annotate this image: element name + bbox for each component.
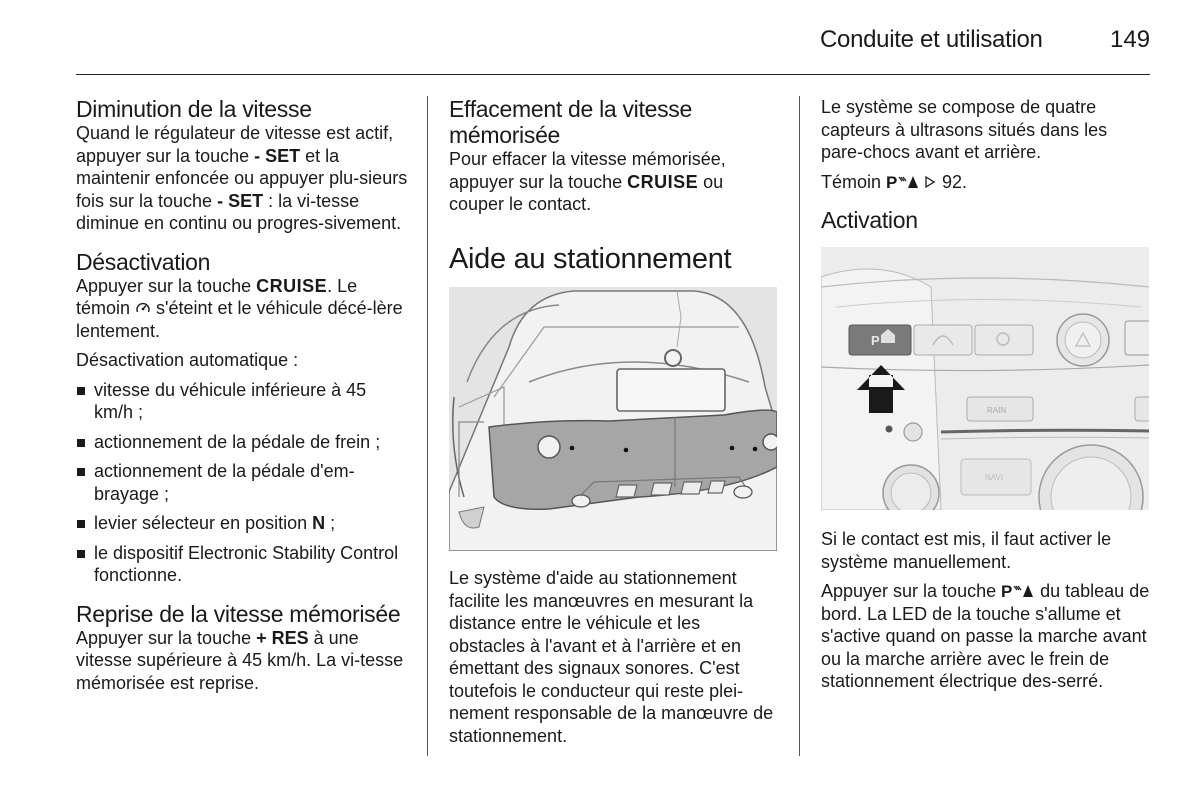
paragraph-speed-decrease: Quand le régulateur de vitesse est actif, appuyer sur la touche - SET et la maintenir enfoncée ou appuyer plu-sieurs fois sur la touche - SET : la vi-tesse diminue en continu ou progres-sivement. <box>76 123 408 233</box>
list-item: actionnement de la pédale d'em-brayage ; <box>76 460 408 505</box>
column-divider <box>799 96 800 756</box>
column-3 <box>821 96 1153 233</box>
column-3-lower <box>821 528 1153 693</box>
paragraph-manual-activation: Si le contact est mis, il faut activer le système manuellement. <box>821 529 1112 572</box>
page-number: 149 <box>1110 26 1151 53</box>
paragraph-indicator-ref: Témoin P 92. <box>821 171 968 192</box>
panel-label: RAIN <box>987 406 1007 415</box>
section-title-parking-aid: Aide au stationnement <box>449 242 732 275</box>
section-title-activation: Activation <box>821 207 918 233</box>
paragraph-clear-speed: Pour effacer la vitesse mémorisée, appuyer sur la touche CRUISE ou couper le contact. <box>449 149 726 214</box>
dashboard-button-illustration <box>821 247 1149 510</box>
column-divider <box>427 96 428 756</box>
rear-bumper-illustration <box>449 287 777 551</box>
column-2 <box>449 96 779 276</box>
paragraph-auto-deactivation: Désactivation automatique : <box>76 350 299 370</box>
section-title-clear-speed: Effacement de la vitesse mémorisée <box>449 96 692 148</box>
list-item: le dispositif Electronic Stability Control fonctionne. <box>76 542 408 587</box>
list-item: levier sélecteur en position N ; <box>76 512 408 535</box>
paragraph-system-components: Le système se compose de quatre capteurs à ultrasons situés dans les pare-chocs avant et arrière. <box>821 97 1108 162</box>
panel-label: NAVI <box>985 473 1004 482</box>
parking-aid-icon <box>1001 581 1035 601</box>
paragraph-speed-resume: Appuyer sur la touche + RES à une vitesse supérieure à 45 km/h. La vi-tesse mémorisée est reprise. <box>76 627 404 693</box>
cruise-control-indicator-icon <box>135 298 151 318</box>
section-title-deactivation: Désactivation <box>76 248 211 275</box>
column-2-lower <box>449 567 779 747</box>
svg-text:P: P <box>871 333 880 348</box>
svg-text:P: P <box>886 172 898 190</box>
header-rule <box>76 74 1150 75</box>
section-title-speed-resume: Reprise de la vitesse mémorisée <box>76 600 401 627</box>
list-item: vitesse du véhicule inférieure à 45 km/h ; <box>76 379 408 424</box>
svg-text:P: P <box>1001 582 1013 599</box>
paragraph-button-press: Appuyer sur la touche P du tableau de bord. La LED de la touche s'allume et s'active quand on passe la marche avant ou la marche arrière avec le frein de stationnement électrique des-serré. <box>821 581 1150 691</box>
page-reference-arrow-icon <box>920 172 937 192</box>
page-header-title: Conduite et utilisation <box>820 26 1043 53</box>
column-1 <box>76 96 408 694</box>
section-title-speed-decrease: Diminution de la vitesse <box>76 96 312 122</box>
auto-deactivation-list <box>76 379 408 587</box>
list-item: actionnement de la pédale de frein ; <box>76 431 408 454</box>
parking-aid-icon <box>886 172 920 192</box>
paragraph-parking-aid: Le système d'aide au stationnement facilite les manœuvres en mesurant la distance entre le véhicule et les obstacles à l'avant et à l'arrière et en émettant des signaux sonores. C'est toutefois le conducteur qui reste plei-nement responsable de la manœuvre de stationnement. <box>449 568 774 746</box>
paragraph-deactivation: Appuyer sur la touche CRUISE. Le témoin s'éteint et le véhicule décé-lère lentement. <box>76 275 403 341</box>
